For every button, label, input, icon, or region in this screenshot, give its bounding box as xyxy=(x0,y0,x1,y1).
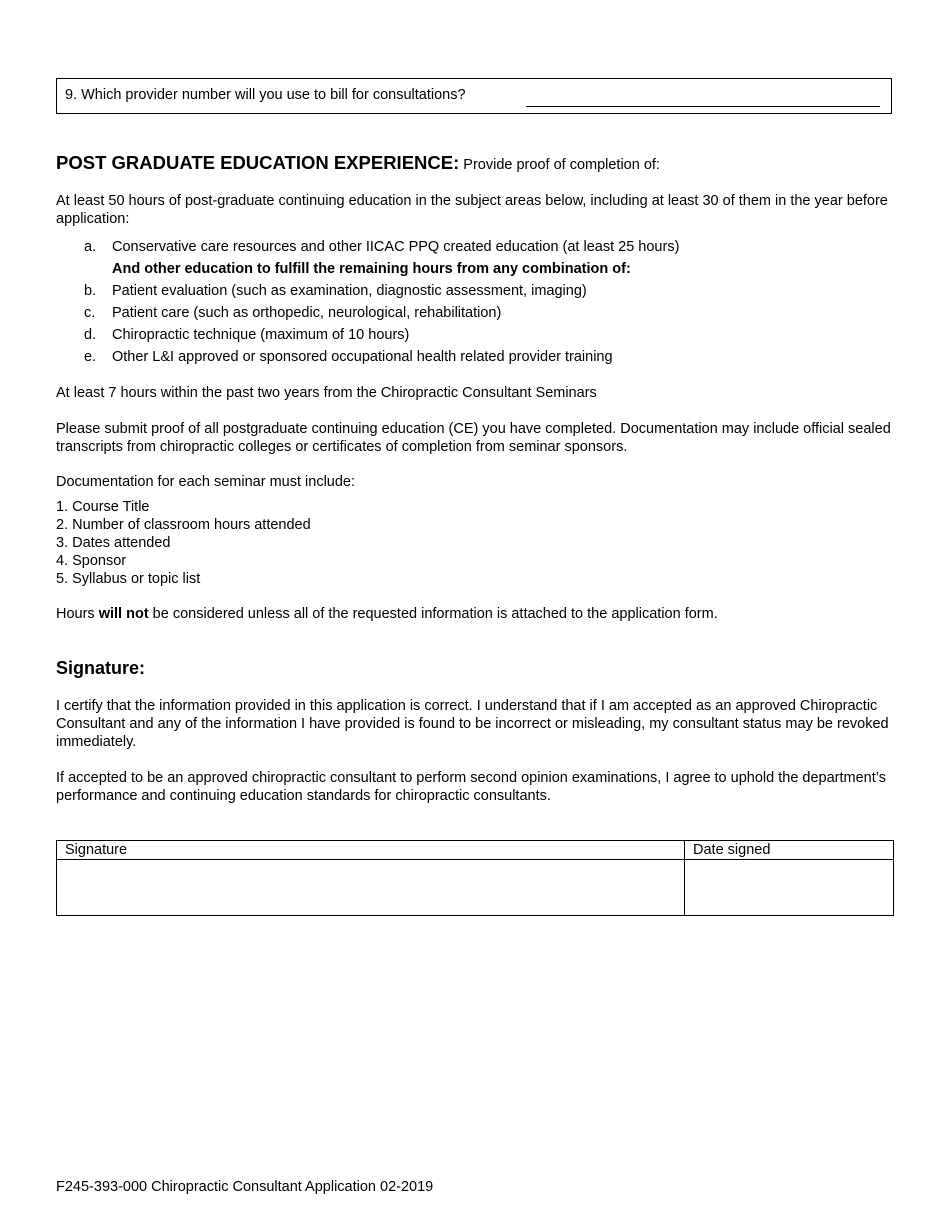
doc-item: 4. Sponsor xyxy=(56,553,127,569)
list-text: Patient evaluation (such as examination, diagnostic assessment, imaging) xyxy=(112,283,587,299)
list-item xyxy=(84,283,587,299)
signature-label: Signature xyxy=(65,842,128,858)
agree-paragraph: If accepted to be an approved chiropractic consultant to perform second opinion examinations, I agree to uphold the department’s performance and continuing education standards for chiropractic consultants. xyxy=(56,770,886,804)
provider-number-field[interactable] xyxy=(526,106,880,107)
list-letter: a. xyxy=(84,239,97,255)
post-grad-intro: At least 50 hours of post-graduate continuing education in the subject areas below, including at least 30 of them in the year before application: xyxy=(56,193,888,227)
certify-paragraph: I certify that the information provided in this application is correct. I understand that if I am accepted as an approved Chiropractic Consultant and any of the information I have provided is found to be incorrect or misleading, my consultant status may be revoked immediately. xyxy=(56,698,889,750)
hours-note xyxy=(56,605,896,623)
list-item xyxy=(84,305,501,321)
doc-intro: Documentation for each seminar must include: xyxy=(56,474,356,490)
doc-item: 2. Number of classroom hours attended xyxy=(56,517,311,533)
post-grad-heading xyxy=(56,152,660,174)
list-item xyxy=(84,327,409,343)
hours-note-bold: will not xyxy=(98,606,149,622)
list-item xyxy=(84,349,613,365)
list-letter: d. xyxy=(84,327,97,343)
combination-note: And other education to fulfill the remaining hours from any combination of: xyxy=(112,261,631,277)
list-text: Other L&I approved or sponsored occupational health related provider training xyxy=(112,349,613,365)
list-letter: e. xyxy=(84,349,97,365)
list-letter: c. xyxy=(84,305,96,321)
seven-hours-note: At least 7 hours within the past two years from the Chiropractic Consultant Seminars xyxy=(56,385,597,401)
question-9-box xyxy=(56,78,892,114)
hours-note-post: be considered unless all of the requested information is attached to the application form. xyxy=(148,606,718,622)
list-text: Patient care (such as orthopedic, neurological, rehabilitation) xyxy=(112,305,502,321)
submit-proof-paragraph: Please submit proof of all postgraduate continuing education (CE) you have completed. Documentation may include official sealed transcripts from chiropractic colleges or certificates of completion from seminar sponsors. xyxy=(56,421,891,455)
date-signed-field[interactable] xyxy=(685,860,893,915)
doc-requirements-list xyxy=(56,498,311,588)
list-text: Conservative care resources and other IICAC PPQ created education (at least 25 hours) xyxy=(112,239,680,255)
list-letter: b. xyxy=(84,283,97,299)
post-grad-subtitle: Provide proof of completion of: xyxy=(463,157,660,173)
question-9-label: 9. Which provider number will you use to bill for consultations? xyxy=(65,87,466,103)
date-signed-label: Date signed xyxy=(693,842,771,858)
list-item xyxy=(84,239,679,255)
doc-item: 1. Course Title xyxy=(56,499,150,515)
list-text: Chiropractic technique (maximum of 10 hours) xyxy=(112,327,410,343)
doc-item: 3. Dates attended xyxy=(56,535,171,551)
signature-table xyxy=(56,840,894,916)
signature-field[interactable] xyxy=(57,860,684,915)
form-footer: F245-393-000 Chiropractic Consultant Application 02-2019 xyxy=(56,1179,434,1195)
post-grad-title: POST GRADUATE EDUCATION EXPERIENCE: xyxy=(56,152,460,173)
doc-item: 5. Syllabus or topic list xyxy=(56,571,201,587)
signature-heading: Signature: xyxy=(56,658,146,678)
hours-note-pre: Hours xyxy=(56,606,99,622)
